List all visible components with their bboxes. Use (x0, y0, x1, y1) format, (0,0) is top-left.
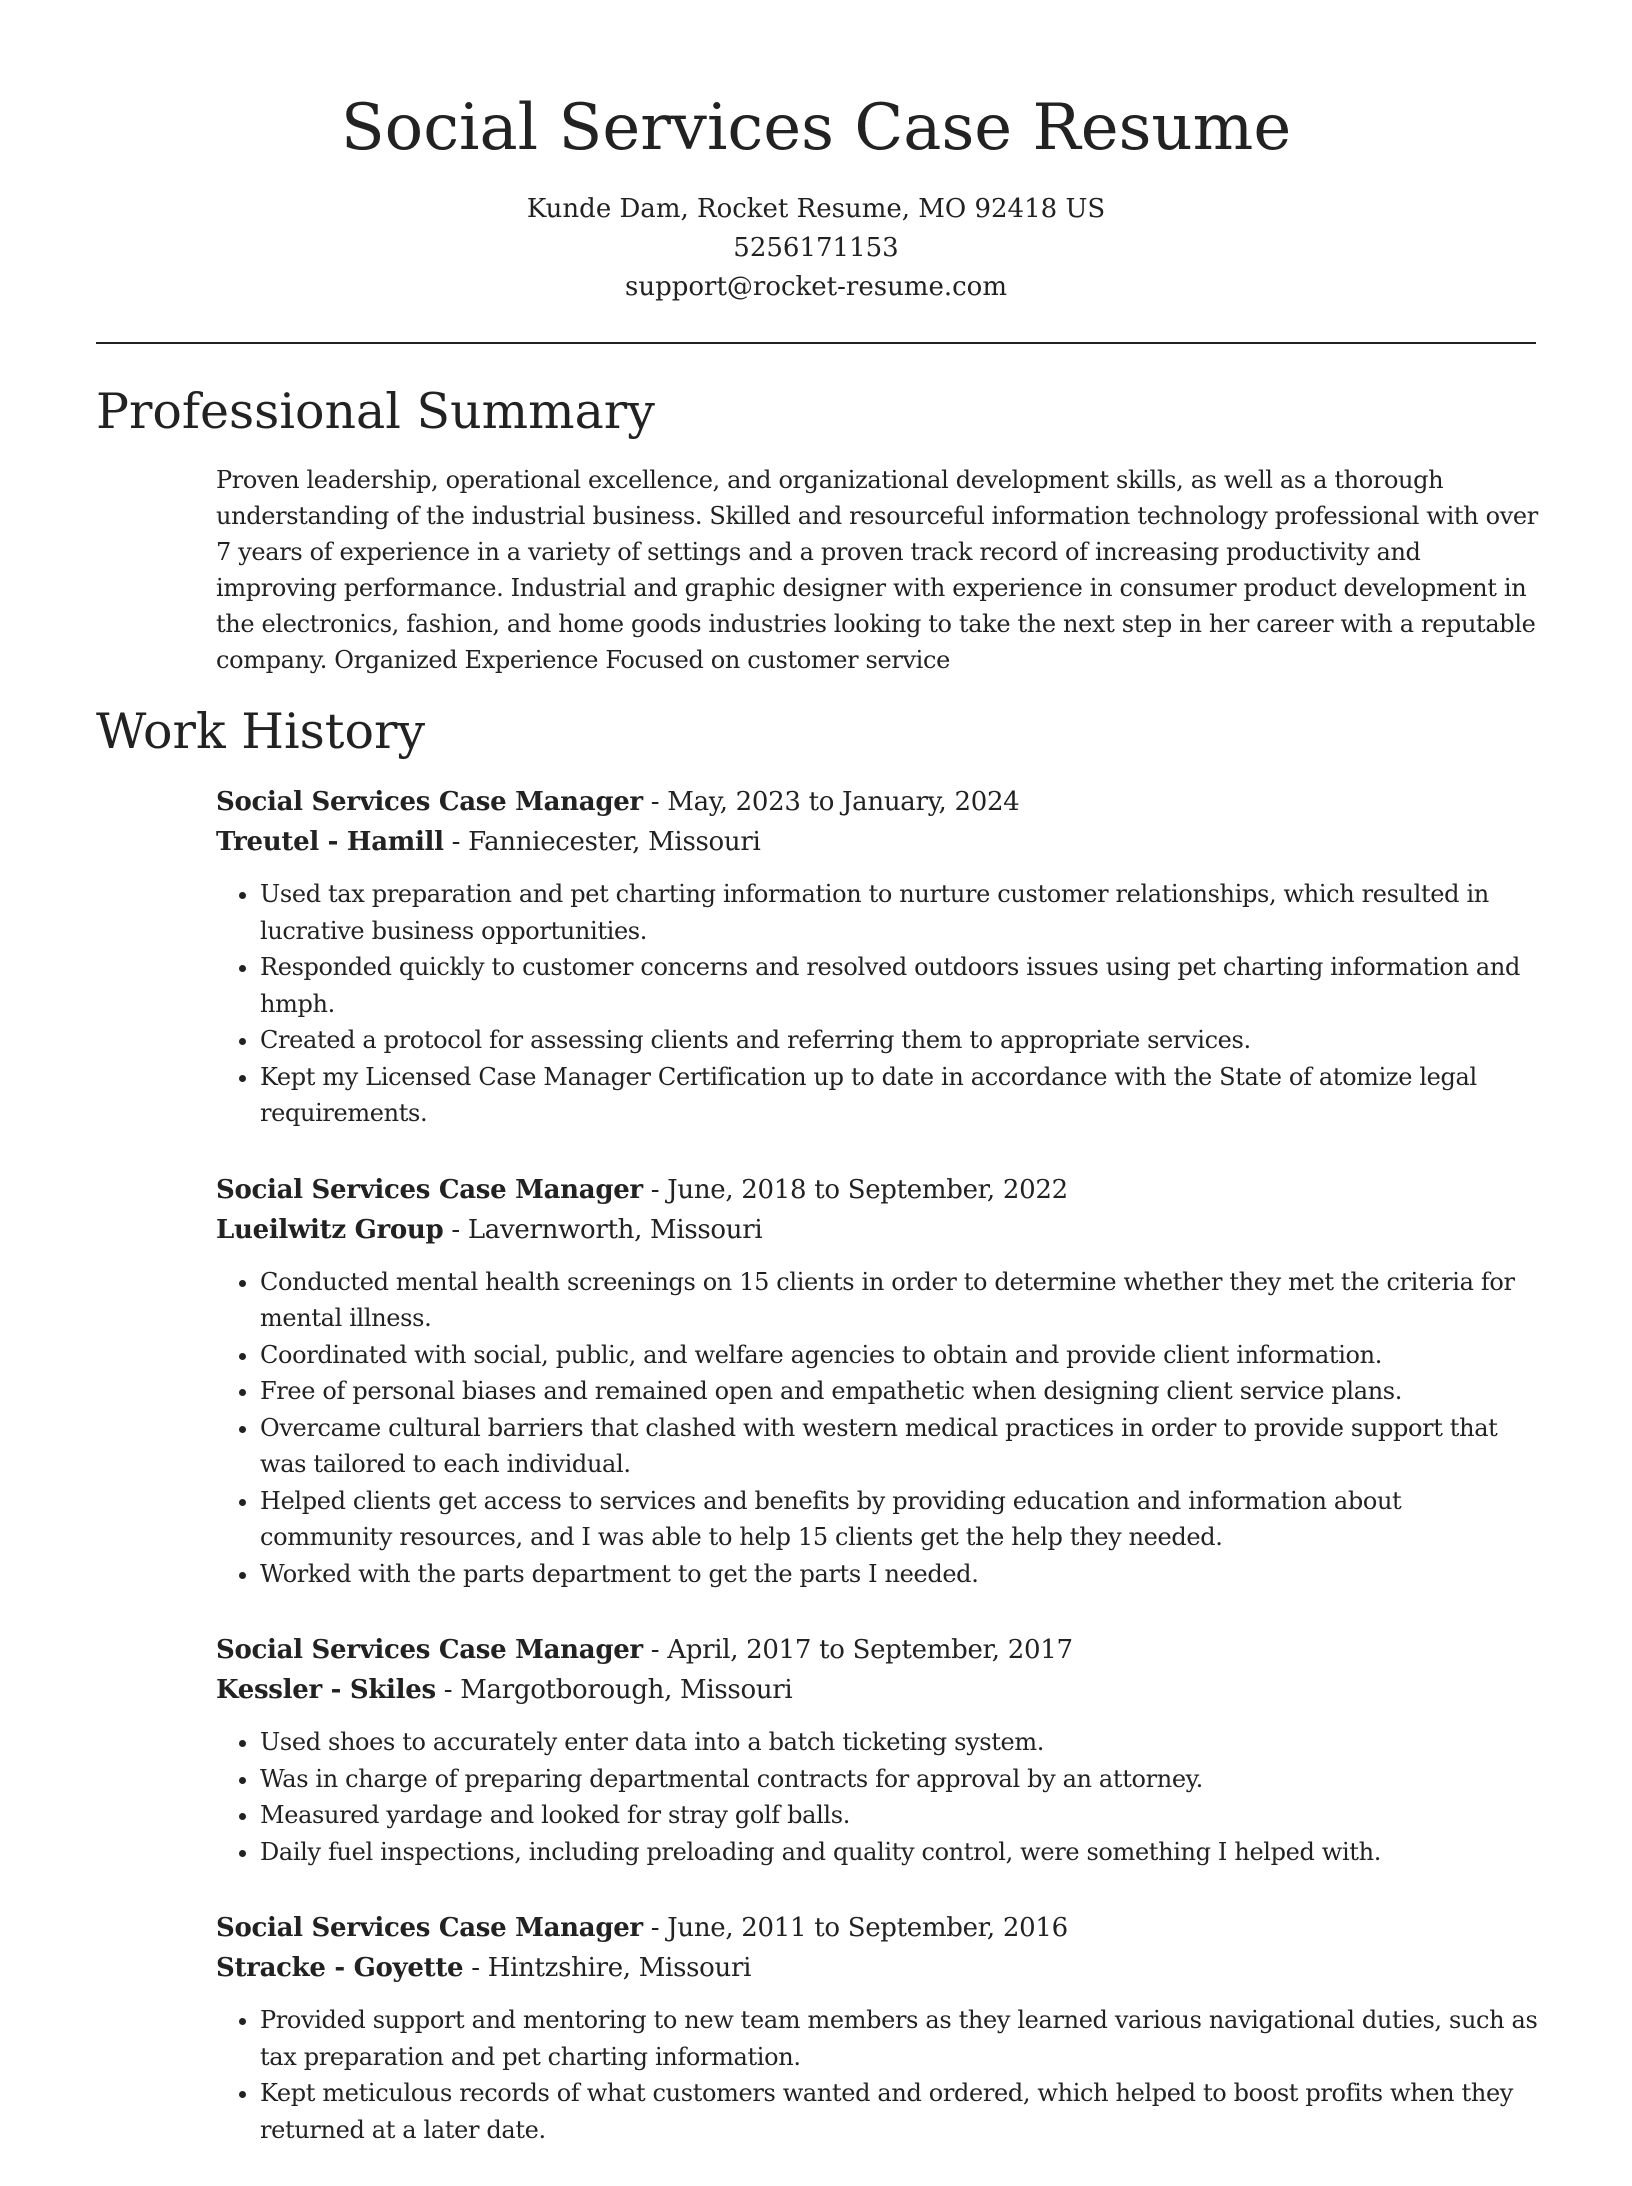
job-company: Treutel - Hamill (216, 827, 444, 857)
job-bullet: • Daily fuel inspections, including preloading and quality control, were something I helped with. (260, 1834, 1538, 1871)
summary-text: Proven leadership, operational excellence, and organizational development skills, as well as a thorough understanding of the industrial business. Skilled and resourceful information technology professional with over 7 years of experience in a variety of settings and a proven track record of increasing productivity and improving performance. Industrial and graphic designer with experience in consumer product development in the electronics, fashion, and home goods industries looking to take the next step in her career with a reputable company. Organized Experience Focused on customer service (216, 466, 1538, 674)
job-entry (216, 1170, 1538, 1593)
job-bullet: • Helped clients get access to services and benefits by providing education and information about community resources, and I was able to help 15 clients get the help they needed. (260, 1483, 1538, 1556)
job-company: Lueilwitz Group (216, 1214, 444, 1245)
job-bullet: • Responded quickly to customer concerns and resolved outdoors issues using pet charting information and hmph. (260, 949, 1538, 1022)
job-bullet: • Worked with the parts department to get the parts I needed. (260, 1556, 1538, 1593)
job-entry (216, 782, 1538, 1132)
job-dates: May, 2023 to January, 2024 (667, 787, 1020, 817)
job-bullet: • Used tax preparation and pet charting information to nurture customer relationships, which resulted in lucrative business opportunities. (260, 876, 1538, 949)
job-location: Fanniecester, Missouri (468, 827, 761, 857)
job-bullet: • Created a protocol for assessing clients and referring them to appropriate services. (260, 1022, 1538, 1059)
contact-phone: 5256171153 (733, 233, 899, 263)
job-title-line: Social Services Case Manager - June, 2011 to September, 2016 (216, 1913, 1068, 1943)
work-history-heading: Work History (96, 703, 426, 760)
job-bullets (216, 1724, 1538, 1870)
job-bullets (216, 2002, 1538, 2148)
contact-block (0, 190, 1632, 307)
job-bullet: • Used shoes to accurately enter data into a batch ticketing system. (260, 1724, 1538, 1761)
job-bullet: • Kept my Licensed Case Manager Certification up to date in accordance with the State of atomize legal requirements. (260, 1059, 1538, 1132)
job-entry (216, 1630, 1538, 1870)
job-title: Social Services Case Manager (216, 1635, 643, 1665)
job-company-line: Kessler - Skiles - Margotborough, Missouri (216, 1675, 793, 1705)
job-bullet: • Overcame cultural barriers that clashed with western medical practices in order to provide support that was tailored to each individual. (260, 1410, 1538, 1483)
contact-address: Kunde Dam, Rocket Resume, MO 92418 US (526, 194, 1106, 224)
job-title: Social Services Case Manager (216, 1174, 643, 1205)
job-bullets (216, 1264, 1538, 1593)
job-company-line: Stracke - Goyette - Hintzshire, Missouri (216, 1953, 752, 1983)
job-title-line: Social Services Case Manager - June, 2018 to September, 2022 (216, 1174, 1068, 1205)
job-bullet: • Coordinated with social, public, and welfare agencies to obtain and provide client information. (260, 1337, 1538, 1374)
job-bullet: • Provided support and mentoring to new team members as they learned various navigational duties, such as tax preparation and pet charting information. (260, 2002, 1538, 2075)
job-bullet: • Conducted mental health screenings on 15 clients in order to determine whether they met the criteria for mental illness. (260, 1264, 1538, 1337)
job-location: Margotborough, Missouri (460, 1675, 793, 1705)
job-location: Lavernworth, Missouri (467, 1214, 763, 1245)
job-title-line: Social Services Case Manager - April, 2017 to September, 2017 (216, 1635, 1073, 1665)
job-title-line: Social Services Case Manager - May, 2023 to January, 2024 (216, 787, 1020, 817)
job-company-line: Treutel - Hamill - Fanniecester, Missouri (216, 827, 761, 857)
header-divider (96, 342, 1536, 344)
job-bullet: • Free of personal biases and remained open and empathetic when designing client service plans. (260, 1373, 1538, 1410)
job-bullet: • Kept meticulous records of what customers wanted and ordered, which helped to boost profits when they returned at a later date. (260, 2075, 1538, 2148)
contact-email: support@rocket-resume.com (624, 272, 1007, 302)
job-entry (216, 1908, 1538, 2148)
job-dates: June, 2011 to September, 2016 (667, 1913, 1068, 1943)
job-title: Social Services Case Manager (216, 787, 643, 817)
resume-title: Social Services Case Resume (340, 91, 1292, 165)
job-bullet: • Measured yardage and looked for stray golf balls. (260, 1797, 1538, 1834)
job-bullets (216, 876, 1538, 1132)
job-bullet: • Was in charge of preparing departmental contracts for approval by an attorney. (260, 1761, 1538, 1798)
job-location: Hintzshire, Missouri (487, 1953, 752, 1983)
job-dates: April, 2017 to September, 2017 (667, 1635, 1073, 1665)
work-history-list (216, 782, 1538, 2186)
job-title: Social Services Case Manager (216, 1913, 643, 1943)
job-company: Kessler - Skiles (216, 1675, 436, 1705)
job-company-line: Lueilwitz Group - Lavernworth, Missouri (216, 1214, 763, 1245)
summary-heading: Professional Summary (96, 383, 655, 440)
job-dates: June, 2018 to September, 2022 (667, 1174, 1068, 1205)
job-company: Stracke - Goyette (216, 1953, 464, 1983)
